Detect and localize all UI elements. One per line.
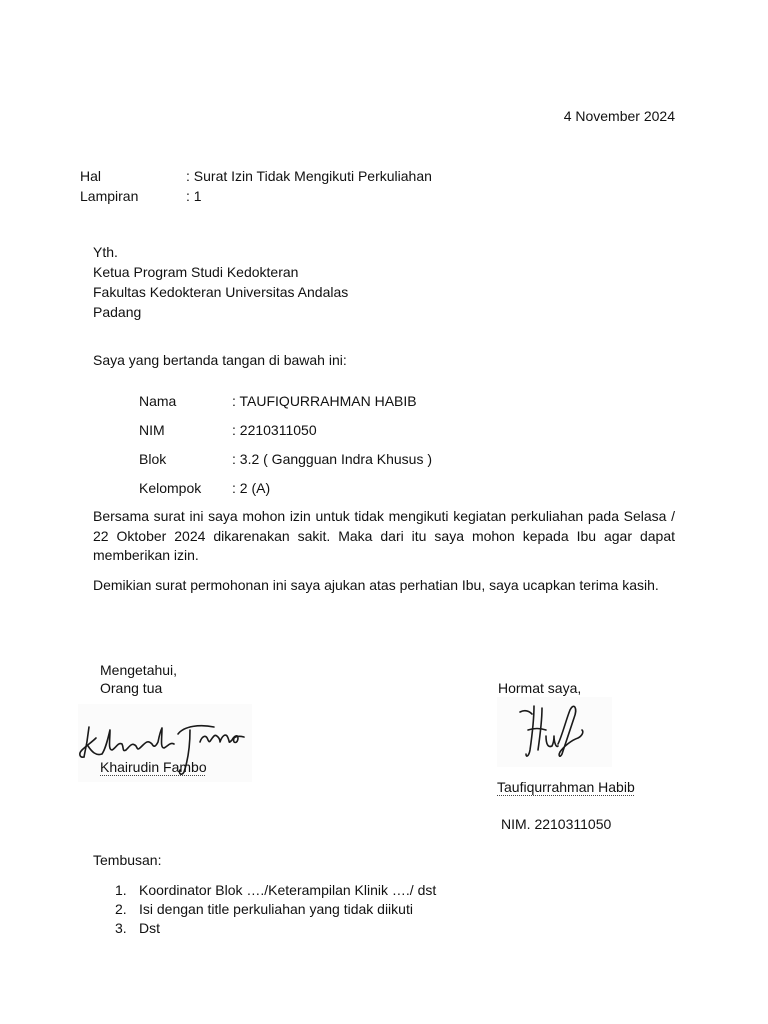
cc-item-text: Isi dengan title perkuliahan yang tidak diikuti [139,901,413,917]
cc-item-number: 3. [115,920,127,936]
signature-stroke [84,727,89,757]
closing-paragraph: Demikian surat permohonan ini saya ajukan atas perhatian Ibu, saya ucapkan terima kasih. [93,577,659,593]
body-paragraph: Bersama surat ini saya mohon izin untuk tidak mengikuti kegiatan perkuliahan pada Selasa / 22 Oktober 2024 dikarenakan sakit. Maka dari itu saya mohon kepada Ibu agar dapat memberikan izin. [93,508,675,563]
signature-stroke [178,726,214,734]
cc-item-number: 1. [115,882,127,898]
identity-row-block [0,449,768,469]
cc-list-item [0,899,768,919]
recipient-line: Yth. [93,244,118,260]
identity-label: NIM [139,422,165,438]
identity-value: : 3.2 ( Gangguan Indra Khusus ) [232,451,433,467]
identity-label: Blok [139,451,167,467]
identity-row-nim [0,420,768,440]
identity-value: : 2210311050 [232,422,317,438]
cc-item-text: Dst [139,920,160,936]
intro-text: Saya yang bertanda tangan di bawah ini: [93,352,347,368]
cc-title: Tembusan: [93,852,162,868]
subject-label: Hal [80,168,102,184]
identity-value: : 2 (A) [232,480,271,496]
cc-list-item [0,918,768,938]
cc-item-number: 2. [115,901,127,917]
sender-id: NIM. 2210311050 [501,816,612,832]
recipient-block [93,242,348,322]
identity-label: Kelompok [139,480,202,496]
recipient-line: Fakultas Kedokteran Universitas Andalas [93,284,349,300]
identity-label: Nama [139,393,177,409]
signature-stroke [520,711,532,714]
sender-name: Taufiqurrahman Habib [497,779,635,795]
identity-row-group [0,478,768,498]
regards-label: Hormat saya, [498,680,582,696]
signature-stroke [526,706,534,756]
recipient-line: Ketua Program Studi Kedokteran [93,264,299,280]
parent-name: Khairudin Fambo [100,759,207,775]
attachment-row [0,186,768,206]
signature-stroke [200,735,244,742]
signature-stroke [558,706,583,756]
acknowledged-label: Mengetahui, [100,662,178,678]
identity-row-name [0,391,768,411]
subject-value: : Surat Izin Tidak Mengikuti Perkuliahan [186,168,432,184]
signature-stroke [546,736,558,747]
recipient-line: Padang [93,304,142,320]
cc-item-text: Koordinator Blok …./Keterampilan Klinik …./ dst [139,882,437,898]
signature-stroke [88,728,174,755]
attachment-label: Lampiran [80,188,139,204]
letter-date: 4 November 2024 [563,108,675,124]
attachment-value: : 1 [186,188,202,204]
parent-label: Orang tua [100,680,163,696]
identity-value: : TAUFIQURRAHMAN HABIB [232,393,417,409]
cc-list-item [0,880,768,900]
signature-stroke [528,729,546,731]
subject-row [0,166,768,186]
